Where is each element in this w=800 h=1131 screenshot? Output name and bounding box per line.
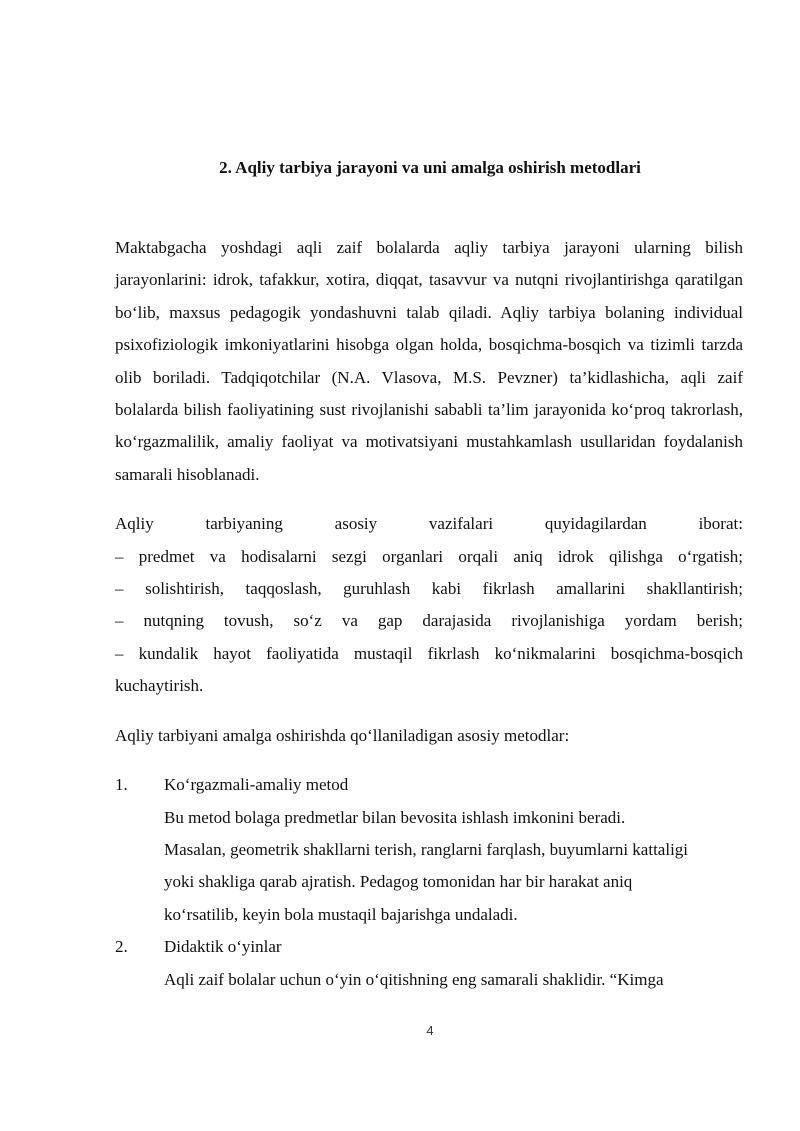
tasks-lead-line xyxy=(115,508,743,540)
method-number: 1. xyxy=(115,775,128,795)
section-title: 2. Aqliy tarbiya jarayoni va uni amalga oshirish metodlari xyxy=(219,158,641,177)
method-text-line: Masalan, geometrik shakllarni terish, ranglarni farqlash, buyumlarni kattaligi xyxy=(164,839,689,859)
tasks-lead-word: tarbiyaning xyxy=(205,514,283,534)
task-item: – predmet va hodisalarni sezgi organlari orqali aniq idrok qilishga o‘rgatish; xyxy=(115,546,743,566)
method-text-line: Bu metod bolaga predmetlar bilan bevosita ishlash imkonini beradi. xyxy=(164,807,626,827)
document-body xyxy=(115,232,743,996)
task-item: – solishtirish, taqqoslash, guruhlash kabi fikrlash amallarini shakllantirish; xyxy=(115,579,743,599)
method-text-line: yoki shakliga qarab ajratish. Pedagog tomonidan har bir harakat aniq xyxy=(164,872,633,892)
methods-intro: Aqliy tarbiyani amalga oshirishda qo‘llaniladigan asosiy metodlar: xyxy=(115,725,570,745)
task-item: – kundalik hayot faoliyatida mustaqil fikrlash ko‘nikmalarini bosqichma-bosqich kuchaytirish. xyxy=(115,643,743,696)
method-text-line: Aqli zaif bolalar uchun o‘yin o‘qitishning eng samarali shaklidir. “Kimga xyxy=(164,969,664,989)
method-text-line: ko‘rsatilib, keyin bola mustaqil bajarishga undaladi. xyxy=(164,904,518,924)
method-item xyxy=(115,769,743,931)
method-name: Ko‘rgazmali-amaliy metod xyxy=(164,775,349,795)
methods-list xyxy=(115,769,743,996)
tasks-lead-word: Aqliy xyxy=(115,514,154,534)
method-number: 2. xyxy=(115,937,128,957)
intro-paragraph: Maktabgacha yoshdagi aqli zaif bolalarda aqliy tarbiya jarayoni ularning bilish jarayonlarini: idrok, tafakkur, xotira, diqqat, tasavvur va nutqni rivojlantirishga qaratilgan bo‘lib, maxsus pedagogik yondashuvni talab qiladi. Aqliy tarbiya bolaning individual psixofiziologik imkoniyatlarini hisobga olgan holda, bosqichma-bosqich va tizimli tarzda olib boriladi. Tadqiqotchilar (N.A. Vlasova, M.S. Pevzner) ta’kidlashicha, aqli zaif bolalarda bilish faoliyatining sust rivojlanishi sababli ta’lim jarayonida ko‘proq takrorlash, ko‘rgazmalilik, amaliy faoliyat va motivatsiyani mustahkamlash usullaridan foydalanish samarali hisoblanadi. xyxy=(115,238,743,484)
tasks-block xyxy=(115,508,743,702)
tasks-lead-word: quyidagilardan xyxy=(544,514,647,534)
tasks-lead-word: iborat: xyxy=(698,514,743,534)
tasks-lead-word: vazifalari xyxy=(428,514,494,534)
tasks-lead-word: asosiy xyxy=(334,514,378,534)
page-number: 4 xyxy=(426,1023,434,1038)
method-name: Didaktik o‘yinlar xyxy=(164,937,282,957)
method-item xyxy=(115,931,743,996)
task-item: – nutqning tovush, so‘z va gap darajasida rivojlanishiga yordam berish; xyxy=(115,611,743,631)
